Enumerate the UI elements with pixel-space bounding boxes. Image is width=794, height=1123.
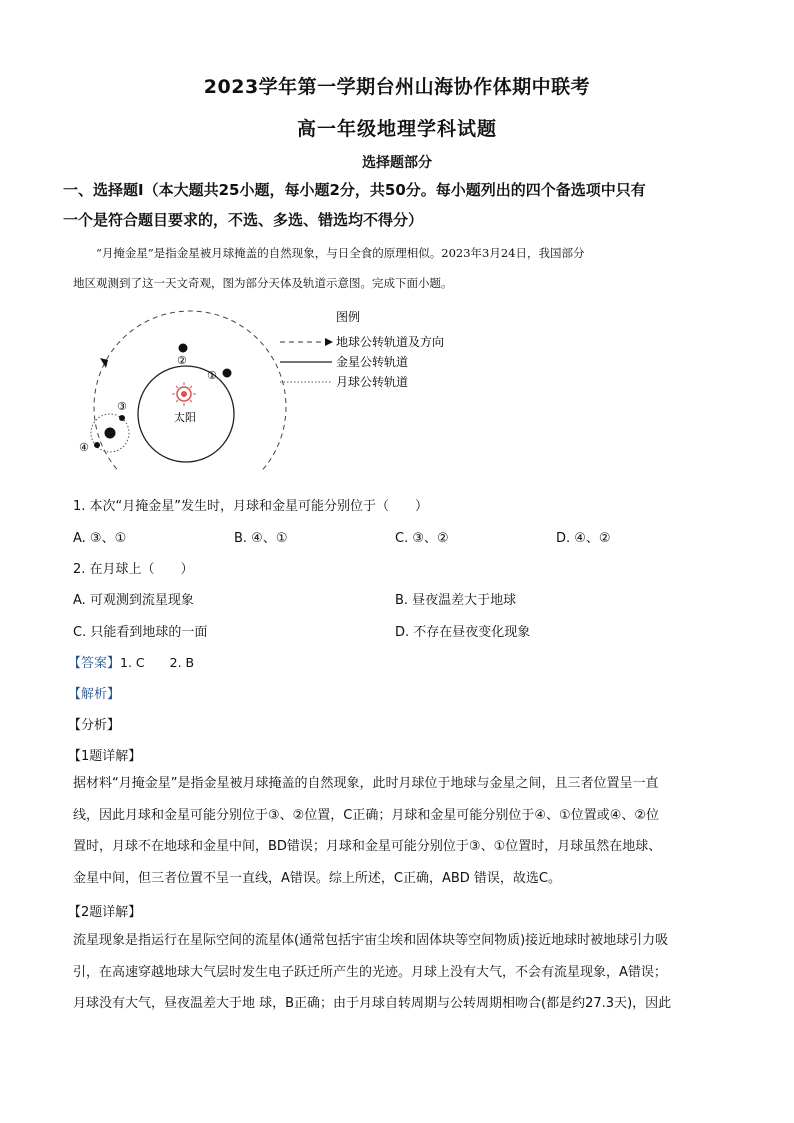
instructions-line-2: 一个是符合题目要求的，不选、多选、错选均不得分） — [63, 211, 424, 229]
q2-detail-paragraph — [73, 925, 723, 1020]
jiexi-tag: 【解析】 — [68, 687, 121, 702]
position-label-2: ② — [177, 354, 187, 367]
section-heading: 选择题部分 — [362, 155, 432, 171]
q1-detail-line: 据材料“月掩金星”是指金星被月球掩盖的自然现象，此时月球位于地球与金星之间，且三者位置呈一直 — [73, 776, 659, 791]
q2-detail-line: 流星现象是指运行在星际空间的流星体(通常包括宇宙尘埃和固体块等空间物质)接近地球时被地球引力吸 — [73, 933, 669, 948]
question-1-option-b: B. ④、① — [234, 531, 288, 546]
question-2-option-c: C. 只能看到地球的一面 — [73, 625, 208, 640]
answer-values: 1. C 2. B — [120, 655, 195, 670]
q1-detail-line: 置时，月球不在地球和金星中间，BD错误；月球和金星可能分别位于③、①位置时，月球虽然在地球、 — [73, 839, 662, 854]
q2-detail-tag: 【2题详解】 — [68, 905, 142, 920]
orbit-diagram — [70, 302, 470, 472]
exam-title: 2023学年第一学期台州山海协作体期中联考 — [203, 76, 591, 98]
position-label-4: ④ — [79, 441, 89, 454]
sun-label: 太阳 — [174, 411, 196, 424]
sun-icon — [172, 382, 196, 406]
question-1-option-c: C. ③、② — [395, 531, 449, 546]
legend-arrow-icon — [325, 338, 333, 346]
answer-line — [68, 652, 194, 671]
question-1-option-a: A. ③、① — [73, 531, 127, 546]
question-2-option-b: B. 昼夜温差大于地球 — [395, 593, 517, 608]
legend-title: 图例 — [336, 310, 361, 324]
question-2-option-a: A. 可观测到流星现象 — [73, 593, 194, 608]
legend-earth-orbit-label: 地球公转轨道及方向 — [336, 335, 445, 349]
moon-position-4-dot — [94, 442, 100, 448]
q1-detail-line: 金星中间，但三者位置不呈一直线，A错误。综上所述，C正确，ABD 错误，故选C。 — [73, 870, 562, 886]
q1-detail-tag: 【1题详解】 — [68, 749, 142, 764]
instructions-line-1: 一、选择题Ⅰ（本大题共25小题，每小题2分，共50分。每小题列出的四个备选项中只有 — [63, 181, 646, 199]
q2-detail-line: 月球没有大气，昼夜温差大于地 球，B正确；由于月球自转周期与公转周期相吻合(都是约27.3天)，因此 — [73, 996, 672, 1011]
q1-detail-paragraph — [73, 768, 723, 894]
q2-detail-line: 引，在高速穿越地球大气层时发生电子跃迁所产生的光迹。月球上没有大气，不会有流星现象，A错误； — [73, 964, 667, 980]
legend-venus-orbit-label: 金星公转轨道 — [336, 355, 409, 369]
position-label-1: ① — [207, 369, 217, 382]
q1-detail-line: 线，因此月球和金星可能分别位于③、②位置，C正确；月球和金星可能分别位于④、①位置或④、②位 — [73, 807, 660, 823]
exam-subtitle: 高一年级地理学科试题 — [296, 118, 497, 140]
position-label-3: ③ — [117, 400, 127, 413]
question-2-stem: 2. 在月球上（ ） — [73, 562, 194, 577]
venus-position-2-dot — [179, 344, 188, 353]
moon-position-3-dot — [119, 415, 125, 421]
fenxi-tag: 【分析】 — [68, 718, 121, 733]
material-line-1: “月掩金星”是指金星被月球掩盖的自然现象，与日全食的原理相似。2023年3月24日，我国部分 — [96, 246, 585, 260]
question-1-stem: 1. 本次“月掩金星”发生时，月球和金星可能分别位于（ ） — [73, 499, 429, 514]
material-line-2: 地区观测到了这一天文奇观，图为部分天体及轨道示意图。完成下面小题。 — [73, 276, 453, 290]
question-1-option-d: D. ④、② — [556, 531, 611, 546]
answer-tag: 【答案】 — [68, 656, 121, 671]
legend-moon-orbit-label: 月球公转轨道 — [336, 375, 409, 389]
question-2-option-d: D. 不存在昼夜变化现象 — [395, 625, 531, 640]
earth-dot — [105, 428, 116, 439]
venus-position-1-dot — [223, 369, 232, 378]
